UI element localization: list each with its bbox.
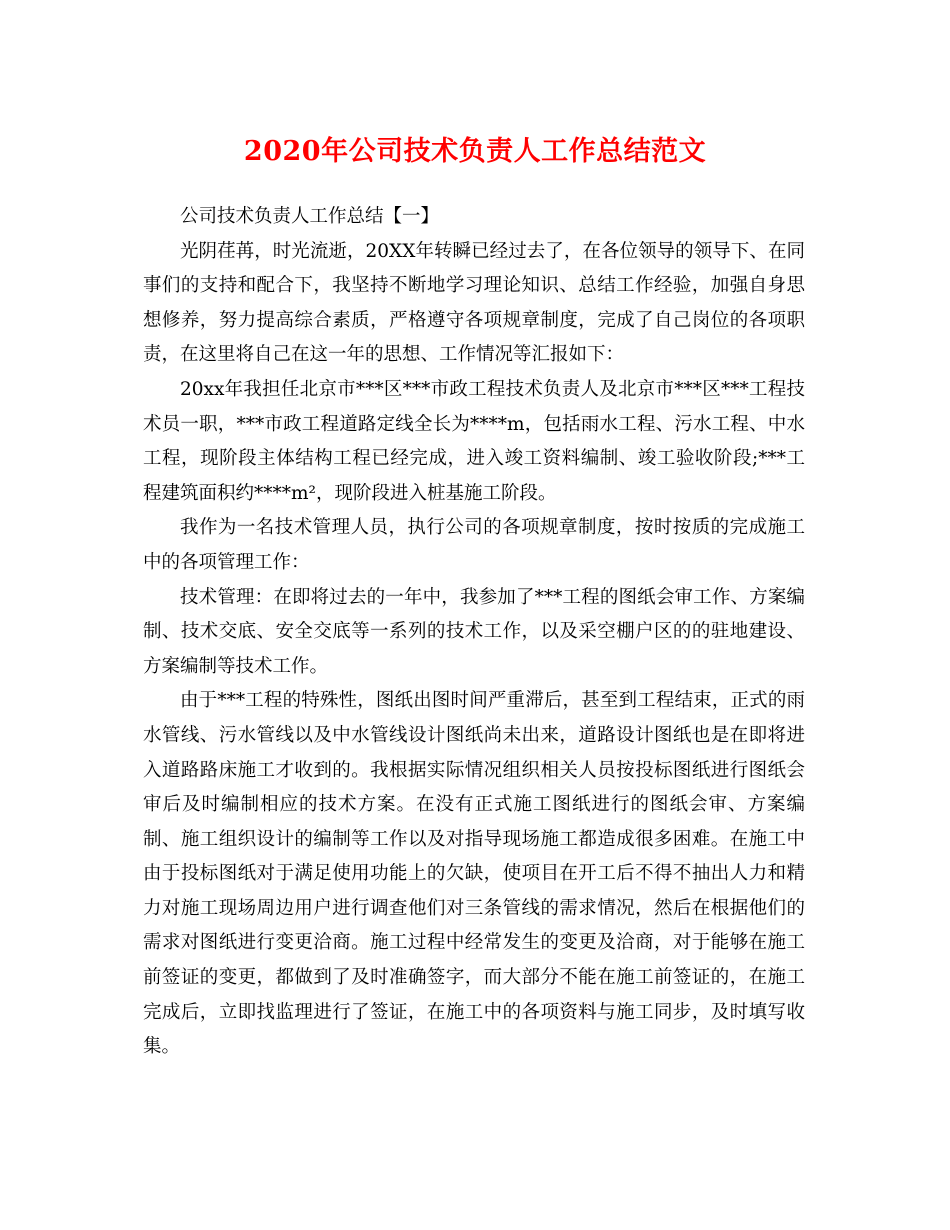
paragraph: 技术管理：在即将过去的一年中，我参加了***工程的图纸会审工作、方案编制、技术交底、安全交底等一系列的技术工作，以及采空棚户区的的驻地建设、方案编制等技术工作。 — [143, 586, 805, 677]
document-title: 2020年公司技术负责人工作总结范文 — [243, 136, 707, 167]
paragraph: 光阴荏苒，时光流逝，20XX年转瞬已经过去了，在各位领导的领导下、在同事们的支持和配合下，我坚持不断地学习理论知识、总结工作经验，加强自身思想修养，努力提高综合素质，严格遵守各项规章制度，完成了自己岗位的各项职责，在这里将自己在这一年的思想、工作情况等汇报如下： — [143, 240, 805, 366]
section-heading: 公司技术负责人工作总结【一】 — [180, 206, 440, 227]
paragraph: 由于***工程的特殊性，图纸出图时间严重滞后，甚至到工程结束，正式的雨水管线、污水管线以及中水管线设计图纸尚未出来，道路设计图纸也是在即将进入道路路床施工才收到的。我根据实际情况组织相关人员按投标图纸进行图纸会审后及时编制相应的技术方案。在没有正式施工图纸进行的图纸会审、方案编制、施工组织设计的编制等工作以及对指导现场施工都造成很多困难。在施工中由于投标图纸对于满足使用功能上的欠缺，使项目在开工后不得不抽出人力和精力对施工现场周边用户进行调查他们对三条管线的需求情况，然后在根据他们的需求对图纸进行变更洽商。施工过程中经常发生的变更及洽商，对于能够在施工前签证的变更，都做到了及时准确签字，而大部分不能在施工前签证的，在施工完成后，立即找监理进行了签证，在施工中的各项资料与施工同步，及时填写收集。 — [143, 690, 805, 1058]
paragraph: 我作为一名技术管理人员，执行公司的各项规章制度，按时按质的完成施工中的各项管理工作： — [143, 517, 805, 573]
document-body — [143, 200, 805, 1065]
paragraph: 20xx年我担任北京市***区***市政工程技术负责人及北京市***区***工程技术员一职，***市政工程道路定线全长为****m，包括雨水工程、污水工程、中水工程，现阶段主体结构工程已经完成，进入竣工资料编制、竣工验收阶段;***工程建筑面积约****m²，现阶段进入桩基施工阶段。 — [143, 378, 805, 504]
